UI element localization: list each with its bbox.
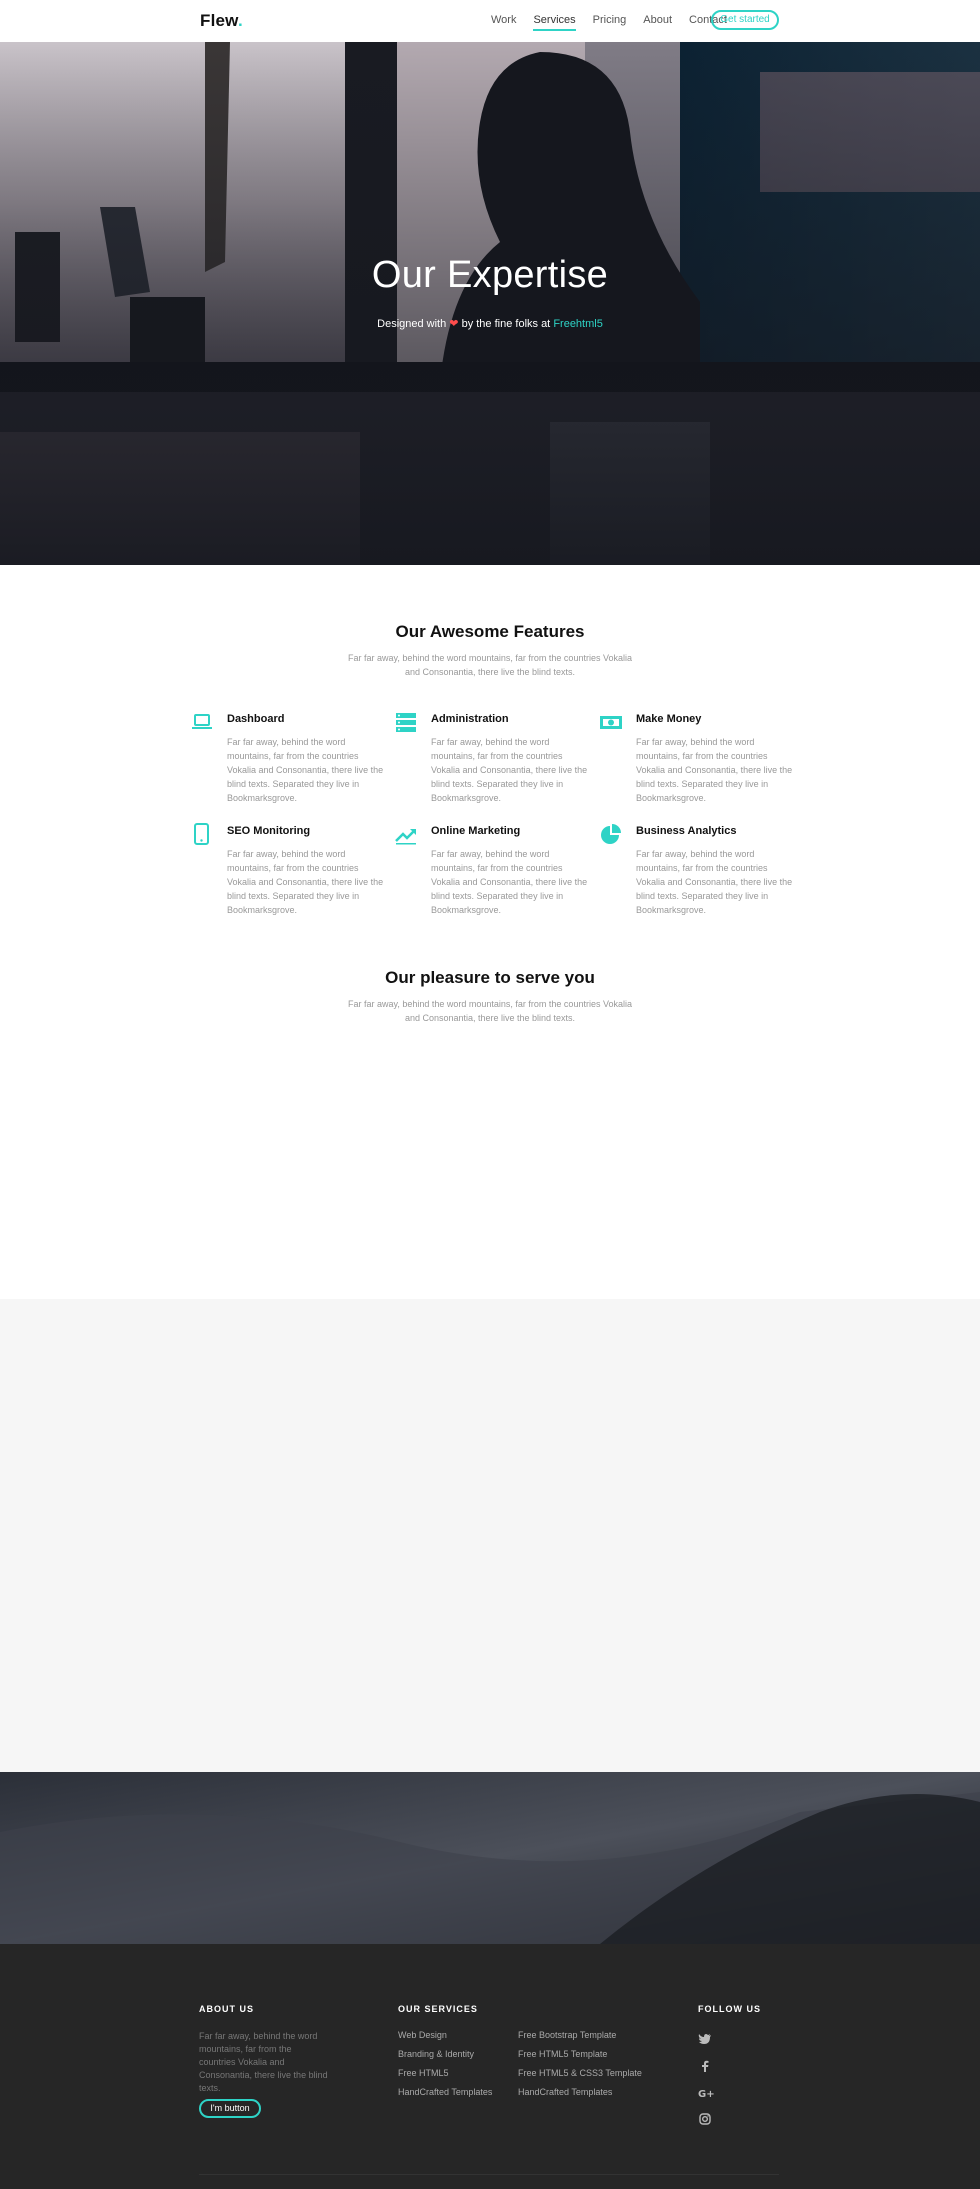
get-started-button[interactable]: Get started: [711, 10, 779, 30]
hero-subtitle: Designed with ❤ by the fine folks at Freehtml5: [377, 318, 603, 330]
facebook-icon[interactable]: [698, 2059, 712, 2073]
instagram-icon[interactable]: [698, 2112, 712, 2126]
photo-band-image: [0, 1772, 980, 1944]
laptop-icon: [191, 711, 213, 733]
about-text: Far far away, behind the word mountains, far from the countries Vokalia and Consonantia, there live the blind texts.: [199, 2031, 328, 2093]
footer-link[interactable]: Free HTML5 & CSS3 Template: [518, 2068, 642, 2078]
footer-link[interactable]: Free HTML5 Template: [518, 2049, 608, 2059]
feature-title: Dashboard: [227, 713, 285, 725]
feature-text: Far far away, behind the word mountains, far from the countries Vokalia and Consonantia, there live the blind texts. Separated they live in Bookmarksgrove.: [227, 849, 384, 915]
follow-heading: FOLLOW US: [698, 2004, 761, 2014]
feature-text: Far far away, behind the word mountains, far from the countries Vokalia and Consonantia, there live the blind texts. Separated they live in Bookmarksgrove.: [636, 849, 793, 915]
svg-text:G+: G+: [698, 2089, 715, 2100]
twitter-icon[interactable]: [698, 2032, 712, 2046]
im-button[interactable]: I'm button: [199, 2099, 261, 2118]
hero-background-image: [0, 42, 980, 565]
footer-divider: [199, 2174, 779, 2175]
footer-link[interactable]: HandCrafted Templates: [518, 2087, 613, 2097]
serve-title: Our pleasure to serve you: [385, 968, 595, 987]
services-heading: OUR SERVICES: [398, 2004, 478, 2014]
trending-up-icon: [395, 823, 417, 845]
feature-title: Online Marketing: [431, 825, 521, 837]
footer-link[interactable]: Free HTML5: [398, 2068, 449, 2078]
about-heading: ABOUT US: [199, 2004, 254, 2014]
gray-section: [0, 1299, 980, 1772]
feature-title: Business Analytics: [636, 825, 737, 837]
nav-item-services[interactable]: Services: [533, 14, 575, 31]
feature-text: Far far away, behind the word mountains, far from the countries Vokalia and Consonantia, there live the blind texts. Separated they live in Bookmarksgrove.: [431, 737, 588, 803]
pie-chart-icon: [600, 823, 622, 845]
site-logo[interactable]: Flew.: [200, 11, 243, 30]
nav-item-pricing[interactable]: Pricing: [592, 14, 627, 26]
tablet-icon: [191, 823, 213, 845]
main-menu: [491, 14, 744, 31]
feature-text: Far far away, behind the word mountains, far from the countries Vokalia and Consonantia, there live the blind texts. Separated they live in Bookmarksgrove.: [227, 737, 384, 803]
server-icon: [395, 711, 417, 733]
nav-item-about[interactable]: About: [643, 14, 673, 26]
hero-title: Our Expertise: [371, 254, 609, 296]
feature-title: SEO Monitoring: [227, 825, 311, 837]
freehtml5-link[interactable]: Freehtml5: [553, 318, 603, 330]
heart-icon: ❤: [449, 318, 459, 330]
money-icon: [600, 711, 622, 733]
google-plus-icon[interactable]: [698, 2086, 715, 2100]
feature-text: Far far away, behind the word mountains, far from the countries Vokalia and Consonantia, there live the blind texts. Separated they live in Bookmarksgrove.: [431, 849, 588, 915]
top-navbar: [0, 0, 980, 42]
hero-banner: [0, 42, 980, 565]
nav-item-work[interactable]: Work: [491, 14, 517, 26]
features-description: Far far away, behind the word mountains, far from the countries Vokalia and Consonantia, there live the blind texts.: [348, 653, 632, 677]
feature-text: Far far away, behind the word mountains, far from the countries Vokalia and Consonantia, there live the blind texts. Separated they live in Bookmarksgrove.: [636, 737, 793, 803]
footer-link[interactable]: HandCrafted Templates: [398, 2087, 493, 2097]
feature-title: Administration: [431, 713, 509, 725]
footer-link[interactable]: Free Bootstrap Template: [518, 2030, 617, 2040]
footer-link[interactable]: Branding & Identity: [398, 2049, 475, 2059]
footer-link[interactable]: Web Design: [398, 2030, 447, 2040]
footer: [0, 1944, 980, 2189]
nav-item-contact[interactable]: Contact: [689, 14, 727, 26]
feature-title: Make Money: [636, 713, 702, 725]
photo-band: [0, 1772, 980, 1944]
serve-description: Far far away, behind the word mountains, far from the countries Vokalia and Consonantia, there live the blind texts.: [348, 999, 632, 1023]
features-title: Our Awesome Features: [395, 622, 585, 641]
